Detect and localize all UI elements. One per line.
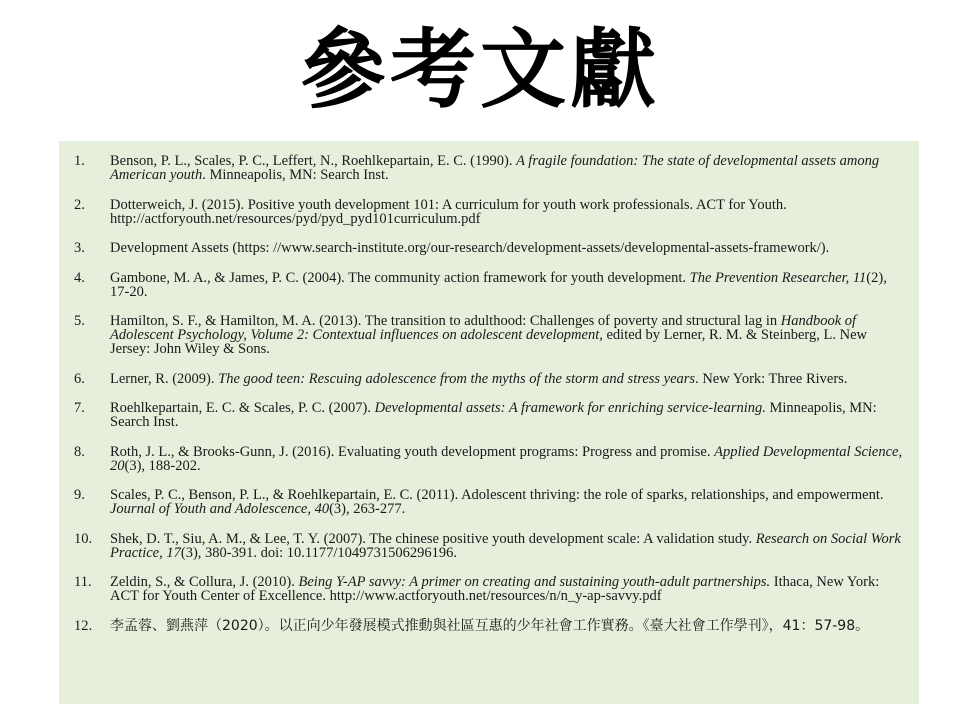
- reference-number: 12.: [74, 617, 93, 634]
- reference-number: 8.: [74, 443, 85, 460]
- reference-number: 10.: [74, 530, 93, 547]
- reference-text: Roth, J. L., & Brooks-Gunn, J. (2016). Evaluating youth development programs: Progress and promise.: [110, 443, 715, 460]
- reference-text: Zeldin, S., & Collura, J. (2010).: [110, 574, 299, 590]
- reference-text: Scales, P. C., Benson, P. L., & Roehlkepartain, E. C. (2011). Adolescent thriving: the role of sparks, relationships, and empowerment.: [110, 487, 884, 503]
- reference-italic: The Prevention Researcher, 11: [689, 269, 867, 286]
- reference-text: (3), 263-277.: [329, 501, 406, 517]
- reference-number: 5.: [74, 313, 85, 329]
- reference-text: Ithaca, New York: ACT for Youth Center of Excellence. http://www.actforyouth.net/resources/n/n_y-ap-savvy.pdf: [110, 574, 880, 604]
- reference-number: 11.: [74, 574, 92, 590]
- reference-item: [74, 271, 904, 299]
- reference-italic: Being Y-AP savvy: A primer on creating and sustaining youth-adult partnerships.: [298, 574, 771, 590]
- reference-number: 9.: [74, 487, 85, 503]
- reference-text: (3), 188-202.: [124, 457, 201, 474]
- reference-list: [74, 154, 904, 652]
- reference-item: [74, 445, 904, 473]
- reference-text: Gambone, M. A., & James, P. C. (2004). The community action framework for youth development.: [110, 269, 690, 286]
- reference-item: [74, 372, 904, 386]
- reference-italic: Developmental assets: A framework for enriching service-learning.: [374, 400, 766, 416]
- reference-item: [74, 488, 904, 516]
- reference-text: Shek, D. T., Siu, A. M., & Lee, T. Y. (2007). The chinese positive youth development scale: A validation study.: [110, 530, 756, 547]
- reference-italic: A fragile foundation: The state of developmental assets among American youth: [110, 153, 880, 183]
- reference-text: Minneapolis, MN: Search Inst.: [110, 400, 877, 430]
- reference-item: [74, 532, 904, 560]
- reference-italic: Journal of Youth and Adolescence, 40: [110, 501, 330, 517]
- reference-text: (2), 17-20.: [110, 269, 887, 300]
- reference-number: 6.: [74, 370, 85, 387]
- reference-number: 7.: [74, 400, 85, 416]
- reference-text: Roehlkepartain, E. C. & Scales, P. C. (2007).: [110, 400, 375, 416]
- reference-italic: Handbook of Adolescent Psychology, Volume 2: Contextual influences on adolescent development,: [110, 313, 857, 343]
- page-title: 參考文獻: [300, 20, 660, 120]
- reference-item: [74, 314, 904, 356]
- reference-item: [74, 615, 904, 637]
- reference-italic: Research on Social Work Practice, 17: [110, 530, 901, 561]
- reference-text: Lerner, R. (2009).: [110, 370, 219, 387]
- reference-text: edited by Lerner, R. M. & Steinberg, L. New Jersey: John Wiley & Sons.: [110, 327, 867, 357]
- reference-item: [74, 401, 904, 429]
- reference-text: Benson, P. L., Scales, P. C., Leffert, N., Roehlkepartain, E. C. (1990).: [110, 153, 517, 169]
- reference-item: [74, 154, 904, 182]
- reference-number: 3.: [74, 240, 85, 256]
- reference-text: (3), 380-391. doi: 10.1177/1049731506296196.: [180, 544, 458, 561]
- reference-text: Hamilton, S. F., & Hamilton, M. A. (2013). The transition to adulthood: Challenges of poverty and structural lag in: [110, 313, 781, 329]
- reference-text: Development Assets (https: //www.search-institute.org/our-research/development-assets/developmental-assets-framework/).: [110, 240, 830, 256]
- reference-italic: The good teen: Rescuing adolescence from the myths of the storm and stress years: [218, 370, 696, 387]
- reference-text: Dotterweich, J. (2015). Positive youth development 101: A curriculum for youth work professionals. ACT for Youth. http://actforyouth.net/resources/pyd/pyd_pyd101curriculum.pdf: [110, 196, 787, 227]
- reference-text: . New York: Three Rivers.: [695, 370, 848, 387]
- reference-item: [74, 198, 904, 226]
- reference-text: . Minneapolis, MN: Search Inst.: [202, 167, 389, 183]
- references-panel: [59, 141, 919, 704]
- reference-item: [74, 241, 904, 255]
- reference-item: [74, 575, 904, 603]
- reference-number: 2.: [74, 196, 85, 213]
- reference-italic: Applied Developmental Science, 20: [110, 443, 903, 474]
- reference-number: 1.: [74, 153, 85, 169]
- reference-text: 李孟蓉、劉燕萍（2020）。以正向少年發展模式推動與社區互惠的少年社會工作實務。《臺大社會工作學刊》，41：57-98。: [110, 617, 870, 634]
- reference-number: 4.: [74, 269, 85, 286]
